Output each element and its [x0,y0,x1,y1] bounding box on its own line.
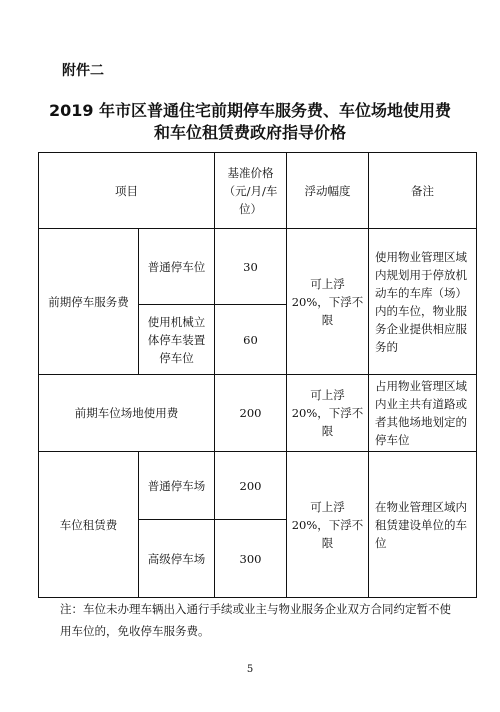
table-header-row [39,153,477,229]
group-name: 前期车位场地使用费 [39,375,215,452]
sub-item-name: 普通停车位 [139,229,215,305]
remark-cell: 占用物业管理区域内业主共有道路或者其他场地划定的停车位 [369,375,477,452]
base-price-cell: 200 [215,452,287,520]
float-range-cell: 可上浮 20%，下浮不限 [287,452,369,598]
sub-item-name: 普通停车场 [139,452,215,520]
table-row [39,375,477,452]
base-price-cell: 60 [215,305,287,375]
group-name: 前期停车服务费 [39,229,139,375]
remark-cell: 在物业管理区域内租赁建设单位的车位 [369,452,477,598]
sub-item-name: 使用机械立体停车装置停车位 [139,305,215,375]
float-range-cell: 可上浮 20%，下浮不限 [287,375,369,452]
header-item: 项目 [39,153,215,229]
group-name: 车位租赁费 [39,452,139,598]
footnote: 注：车位未办理车辆出入通行手续或业主与物业服务企业双方合同约定暂不使用车位的，免收停车服务费。 [60,602,451,638]
attachment-label: 附件二 [62,63,104,79]
base-price-cell: 300 [215,520,287,598]
sub-item-name: 高级停车场 [139,520,215,598]
table-row [39,452,477,520]
price-table [38,152,477,598]
base-price-cell: 30 [215,229,287,305]
header-float-range: 浮动幅度 [287,153,369,229]
header-base-price: 基准价格（元/月/车位） [215,153,287,229]
table-row [39,229,477,305]
document-title-line-1: 2019 年市区普通住宅前期停车服务费、车位场地使用费 [48,101,452,120]
base-price-cell: 200 [215,375,287,452]
document-title-line-2: 和车位租赁费政府指导价格 [153,123,346,142]
page-number: 5 [246,664,254,675]
remark-cell: 使用物业管理区域内规划用于停放机动车的车库（场）内的车位，物业服务企业提供相应服务的 [369,229,477,375]
header-remark: 备注 [369,153,477,229]
float-range-cell: 可上浮 20%，下浮不限 [287,229,369,375]
